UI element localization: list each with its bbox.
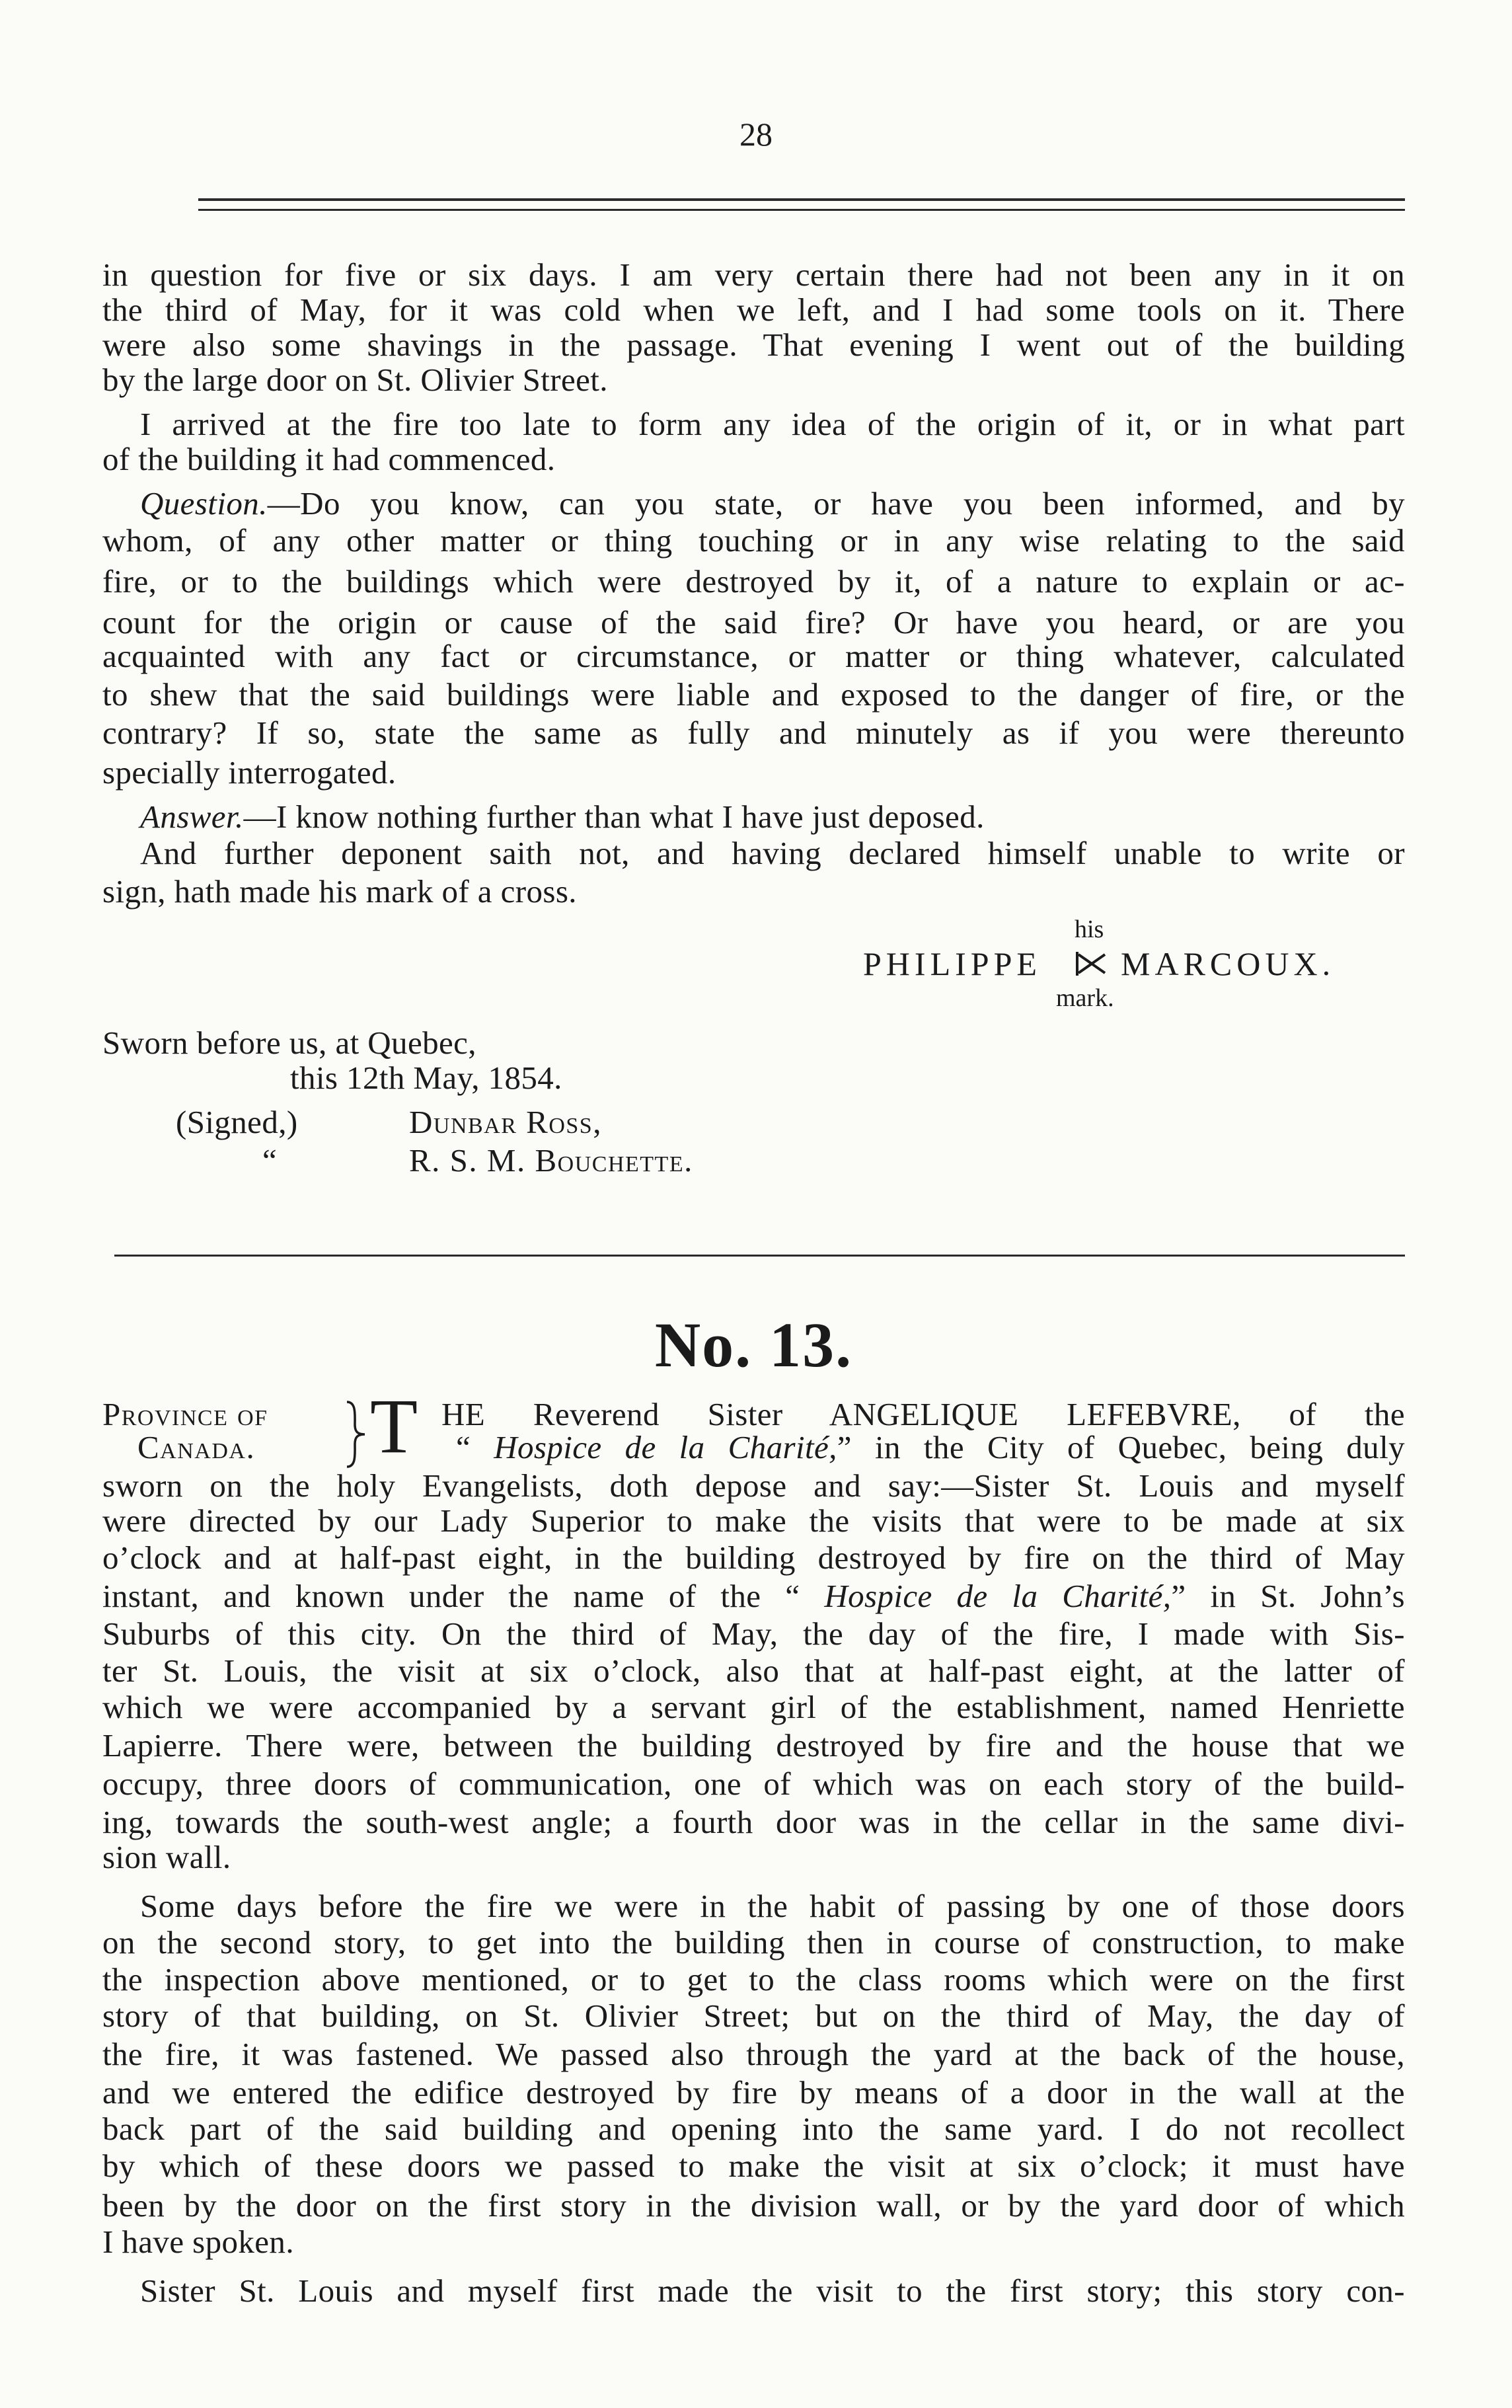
text-line: were also some shavings in the passage. That evening I went out of the building: [102, 327, 1405, 363]
text-line: o’clock and at half-past eight, in the building destroyed by fire on the third of May: [102, 1539, 1405, 1576]
text-line: fire, or to the buildings which were destroyed by it, of a nature to explain or ac-: [102, 563, 1405, 600]
text-segment: ” in St. John’s: [1171, 1578, 1405, 1614]
text-line: Suburbs of this city. On the third of May, the day of the fire, I made with Sis-: [102, 1615, 1405, 1652]
text-line: ter St. Louis, the visit at six o’clock, also that at half-past eight, at the latter of: [102, 1652, 1405, 1689]
text-line: [102, 1578, 1405, 1615]
intro-line-1: HE Reverend Sister ANGELIQUE LEFEBVRE, of the: [441, 1396, 1405, 1432]
text-line: story of that building, on St. Olivier Street; but on the third of May, the day of: [102, 1998, 1405, 2034]
text-line: by the large door on St. Olivier Street.: [102, 362, 608, 398]
text-line: in question for five or six days. I am very certain there had not been any in it on: [102, 256, 1405, 293]
text-line: sworn on the holy Evangelists, doth depose and say:—Sister St. Louis and myself: [102, 1467, 1405, 1504]
quote-open: “: [456, 1429, 494, 1465]
text-line: whom, of any other matter or thing touching or in any wise relating to the said: [102, 522, 1405, 559]
text-line: ing, towards the south-west angle; a fourth door was in the cellar in the same divi-: [102, 1804, 1405, 1840]
signature-his: his: [1075, 915, 1104, 943]
text-line: by which of these doors we passed to make the visit at six o’clock; it must have: [102, 2148, 1405, 2184]
text-line: been by the door on the first story in the division wall, or by the yard door of which: [102, 2187, 1405, 2224]
institution-name: Hospice de la Charité,: [824, 1578, 1172, 1614]
text-line: back part of the said building and opening into the same yard. I do not recollect: [102, 2111, 1405, 2147]
text-line: the third of May, for it was cold when we left, and I had some tools on it. There: [102, 291, 1405, 328]
institution-name: Hospice de la Charité,: [494, 1429, 837, 1465]
text-line: sion wall.: [102, 1839, 231, 1875]
text-line: and we entered the edifice destroyed by fire by means of a door in the wall at the: [102, 2074, 1405, 2111]
question-text: —Do you know, can you state, or have you been informed, and by: [267, 485, 1405, 522]
intro-line-2-rest: ” in the City of Quebec, being duly: [837, 1429, 1405, 1465]
jurat-commissioner-2: R. S. M. Bouchette.: [409, 1142, 693, 1179]
text-line: count for the origin or cause of the said fire? Or have you heard, or are you: [102, 604, 1405, 641]
text-line: to shew that the said buildings were liable and exposed to the danger of fire, or the: [102, 676, 1405, 713]
text-line: were directed by our Lady Superior to make the visits that were to be made at six: [102, 1502, 1405, 1539]
header-double-rule-top: [198, 198, 1405, 201]
text-line: Lapierre. There were, between the building destroyed by fire and the house that we: [102, 1727, 1405, 1764]
text-segment: instant, and known under the name of the “: [102, 1578, 825, 1614]
text-line: Sister St. Louis and myself first made the visit to the first story; this story con-: [140, 2272, 1405, 2309]
deposition-heading: No. 13.: [654, 1309, 853, 1380]
text-line: contrary? If so, state the same as fully and minutely as if you were thereunto: [102, 715, 1405, 751]
signature-last-name: MARCOUX.: [1121, 945, 1336, 982]
text-line: sign, hath made his mark of a cross.: [102, 873, 577, 910]
text-line: on the second story, to get into the building then in course of construction, to make: [102, 1924, 1405, 1961]
drop-cap: T: [370, 1383, 418, 1469]
section-divider: [114, 1255, 1405, 1257]
text-line: I arrived at the fire too late to form any idea of the origin of it, or in what part: [140, 406, 1405, 442]
answer-line: [140, 798, 1405, 835]
mark-cross-icon: [1073, 949, 1110, 978]
question-line: [140, 485, 1405, 522]
venue-province: Province of: [102, 1396, 268, 1432]
signature-mark: mark.: [1056, 984, 1114, 1012]
answer-text: —I know nothing further than what I have just deposed.: [243, 798, 985, 835]
header-double-rule-bottom: [198, 209, 1405, 211]
page-number: 28: [739, 116, 773, 153]
jurat-line-1: Sworn before us, at Quebec,: [102, 1025, 476, 1061]
text-line: specially interrogated.: [102, 754, 397, 791]
text-line: which we were accompanied by a servant girl of the establishment, named Henriette: [102, 1689, 1405, 1725]
text-line: Some days before the fire we were in the habit of passing by one of those doors: [140, 1888, 1405, 1924]
question-label: Question.: [140, 485, 268, 522]
text-line: occupy, three doors of communication, one of which was on each story of the build-: [102, 1766, 1405, 1802]
jurat-commissioner-1: Dunbar Ross,: [409, 1104, 602, 1140]
text-line: of the building it had commenced.: [102, 441, 556, 477]
text-line: acquainted with any fact or circumstance, or matter or thing whatever, calculated: [102, 638, 1405, 674]
intro-line-2: [456, 1429, 1405, 1466]
answer-label: Answer.: [140, 798, 244, 835]
signature-first-name: PHILIPPE: [863, 945, 1041, 982]
venue-brace-icon: [345, 1400, 367, 1469]
text-line: the inspection above mentioned, or to get to the class rooms which were on the first: [102, 1961, 1405, 1998]
jurat-signed-label: (Signed,): [176, 1104, 298, 1140]
text-line: I have spoken.: [102, 2224, 294, 2260]
text-line: And further deponent saith not, and having declared himself unable to write or: [140, 835, 1405, 871]
venue-canada: Canada.: [137, 1429, 256, 1465]
text-line: the fire, it was fastened. We passed also through the yard at the back of the house,: [102, 2036, 1405, 2072]
jurat-line-2: this 12th May, 1854.: [290, 1060, 562, 1096]
jurat-ditto-mark: “: [262, 1142, 278, 1179]
